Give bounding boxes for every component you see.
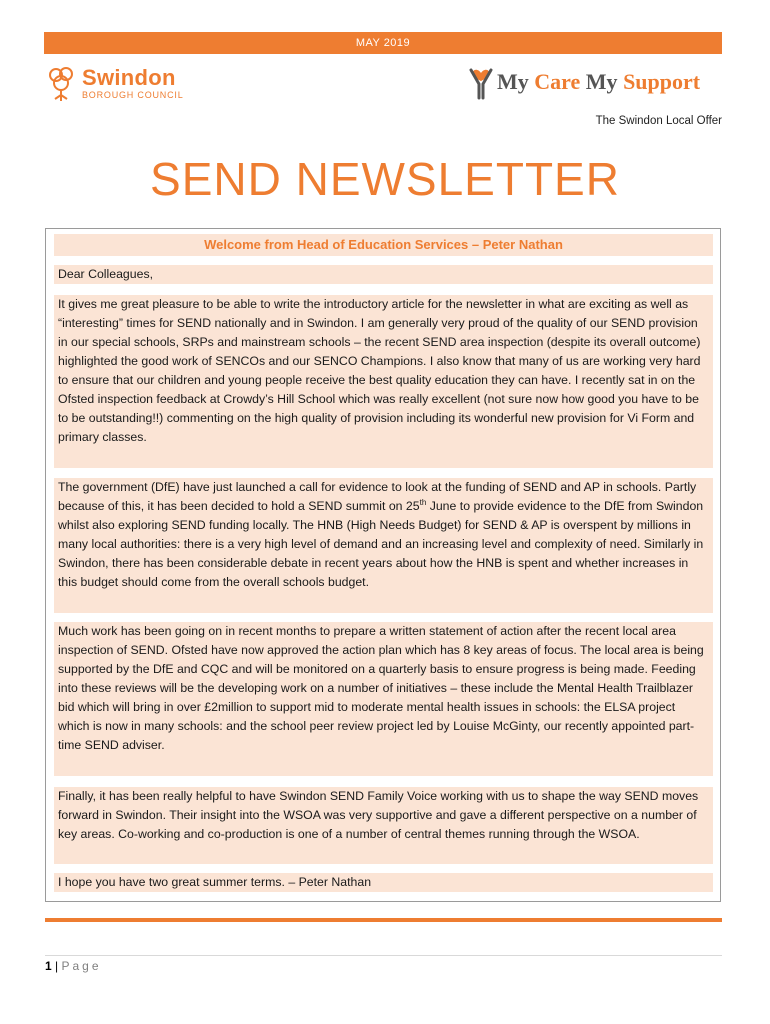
council-name: Swindon bbox=[82, 65, 176, 90]
paragraph-2-start: The government (DfE) have just launched a call for evidence to look at the funding of SEND and AP in schools. Partly because of this, it has been decided to hold a SEND summit on 25 bbox=[58, 480, 697, 513]
paragraph-2-superscript: th bbox=[419, 497, 427, 507]
person-heart-icon bbox=[468, 64, 494, 100]
footer-grey-rule bbox=[45, 955, 722, 956]
my-care-my-support-logo bbox=[468, 62, 700, 102]
greeting: Dear Colleagues, bbox=[54, 265, 713, 284]
tree-icon bbox=[46, 65, 76, 103]
page-number bbox=[45, 957, 102, 975]
page-separator: | bbox=[55, 959, 59, 973]
swindon-borough-council-logo bbox=[46, 64, 184, 104]
article-heading: Welcome from Head of Education Services – Peter Nathan bbox=[54, 234, 713, 256]
paragraph-4: Finally, it has been really helpful to have Swindon SEND Family Voice working with us to shape the way SEND moves forward in Swindon. Their insight into the WSOA was very supportive and gave a different perspective on a number of key areas. Co-working and co-production is one of a number of central themes running through the WSOA. bbox=[54, 787, 713, 864]
page-title: SEND NEWSLETTER bbox=[150, 153, 620, 205]
council-subtitle: BOROUGH COUNCIL bbox=[82, 90, 184, 100]
footer-orange-rule bbox=[45, 918, 722, 922]
page-label: Page bbox=[61, 959, 102, 973]
logo-word-my-2: My bbox=[585, 69, 624, 94]
logo-word-my: My bbox=[497, 69, 535, 94]
paragraph-2-end: June to provide evidence to the DfE from Swindon whilst also exploring SEND funding locally. The HNB (High Needs Budget) for SEND & AP is overspent by millions in many local authorities: there is a very high level of demand and an increasing level and complexity of need. Similarly in Swindon, there has been considerable debate in recent years about how the HNB is spent and whether increases in this budget should come from the overall schools budget. bbox=[58, 499, 704, 589]
signoff: I hope you have two great summer terms. – Peter Nathan bbox=[54, 873, 713, 892]
logo-word-care: Care bbox=[534, 69, 586, 94]
paragraph-2 bbox=[54, 478, 713, 613]
date-banner: MAY 2019 bbox=[44, 32, 722, 54]
paragraph-1: It gives me great pleasure to be able to write the introductory article for the newsletter in what are exciting as well as “interesting” times for SEND nationally and in Swindon. I am generally very proud of the quality of our SEND provision in our special schools, SRPs and mainstream schools – the recent SEND area inspection (despite its overall outcome) highlighted the good work of SENCOs and our SENCO Champions. I also know that many of us are working very hard to ensure that our children and young people receive the best quality education they can have. I recently sat in on the Ofsted inspection feedback at Crowdy’s Hill School which was really excellent (not sure now how good you have to be to be outstanding!!) commenting on the high quality of provision including its wonderful new provision for Vi Form and primary classes. bbox=[54, 295, 713, 468]
local-offer-caption: The Swindon Local Offer bbox=[595, 115, 722, 127]
paragraph-3: Much work has been going on in recent months to prepare a written statement of action after the recent local area inspection of SEND. Ofsted have now approved the action plan which has 8 key areas of focus. The local area is being supported by the DfE and CQC and will be monitored on a quarterly basis to ensure progress is being made. Feeding into these reviews will be the developing work on a number of initiatives – these include the Mental Health Trailblazer bid which will bring in over £2million to support mid to moderate mental health issues in schools: the ELSA project which is now in many schools: and the school peer review project led by Louise McGinty, our recently appointed part-time SEND adviser. bbox=[54, 622, 713, 776]
logo-word-support: Support bbox=[623, 69, 701, 94]
page-number-value: 1 bbox=[45, 959, 52, 973]
